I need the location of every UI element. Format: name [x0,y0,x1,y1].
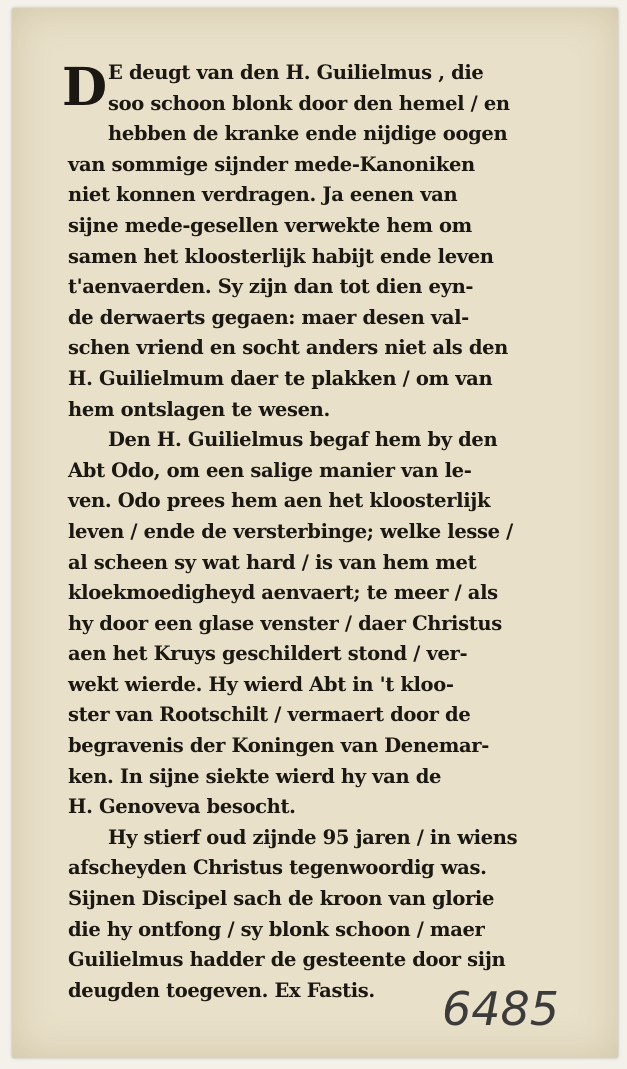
text-line: ster van Rootschilt / vermaert door de [68,703,471,727]
text-line: Den H. Guilielmus begaf hem by den [108,428,498,452]
text-line: Guilielmus hadder de gesteente door sijn [68,948,506,972]
handwritten-number-text: 6485 [442,982,560,1035]
text-line: sijne mede-gesellen verwekte hem om [68,213,472,237]
handwritten-number [438,975,588,1035]
text-line: wekt wierde. Hy wierd Abt in 't kloo- [68,672,454,696]
text-line: leven / ende de versterbinge; welke lesse / [68,519,513,543]
text-line: hebben de kranke ende nijdige oogen [108,122,508,146]
text-line: deugden toegeven. Ex Fastis. [68,978,375,1002]
text-line: H. Genoveva besocht. [68,795,296,819]
text-line: Abt Odo, om een salige manier van le- [68,458,472,482]
text-line: afscheyden Christus tegenwoordig was. [68,856,487,880]
body-text [62,57,608,1006]
paragraph-2 [68,425,608,823]
line-text: E deugt van den H. Guilielmus , die [108,61,484,84]
text-line: aen het Kruys geschildert stond / ver- [68,642,468,666]
text-line: samen het kloosterlijk habijt ende leven [68,244,494,268]
text-line: al scheen sy wat hard / is van hem met [68,550,477,574]
text-line: die hy ontfong / sy blonk schoon / maer [68,917,485,941]
text-line: begravenis der Koningen van Denemar- [68,734,489,758]
text-line: van sommige sijnder mede-Kanoniken [68,152,475,176]
text-line: de derwaerts gegaen: maer desen val- [68,305,469,329]
printed-leaf [12,8,618,1058]
text-line: hem ontslagen te wesen. [68,397,330,421]
text-line: ven. Odo prees hem aen het kloosterlijk [68,489,491,513]
text-line: soo schoon blonk door den hemel / en [108,91,510,115]
text-line: hy door een glase venster / daer Christus [68,611,502,635]
paragraph-1 [62,57,608,425]
text-line: niet konnen verdragen. Ja eenen van [68,183,458,207]
text-line: t'aenvaerden. Sy zijn dan tot dien eyn- [68,275,474,299]
text-line: kloekmoedigheyd aenvaert; te meer / als [68,581,498,605]
text-line: Sijnen Discipel sach de kroon van glorie [68,887,495,911]
text-line: ken. In sijne siekte wierd hy van de [68,764,442,788]
handwritten-number-svg [438,975,588,1035]
text-line: H. Guilielmum daer te plakken / om van [68,366,493,390]
text-line: Hy stierf oud zijnde 95 jaren / in wiens [108,825,518,849]
text-line: schen vriend en socht anders niet als den [68,336,508,360]
drop-cap: D [62,57,107,118]
